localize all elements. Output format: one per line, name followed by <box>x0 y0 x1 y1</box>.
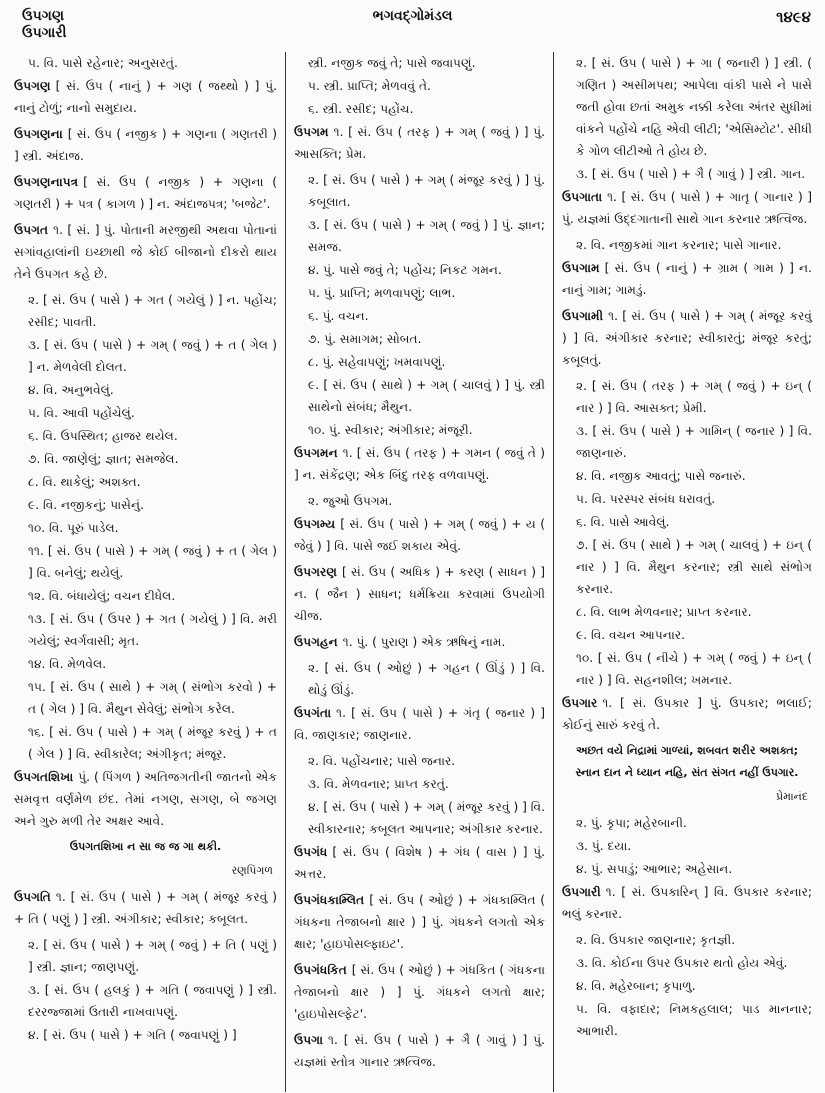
entry-text: ૮. પું. સહેવાપણું; ખમવાપણું. <box>308 355 446 369</box>
entry-text: ૪. [ સં. ઉપ ( પાસે ) + ગતિ ( જવાપણું ) ] <box>28 1028 237 1042</box>
dictionary-entry <box>14 75 277 119</box>
headword: ઉપગહન <box>294 635 338 649</box>
entry-sense <box>14 52 277 74</box>
dictionary-entry <box>294 1029 545 1073</box>
entry-text: ૫. વિ. વફાદાર; નિમકહલાલ; પાડ માનનાર; આભારી. <box>576 1002 812 1038</box>
entry-text: ૩. [ સં. ઉપ ( પાસે ) + ગમ્ ( જવું ) ] પું. જ્ઞાન; સમજ. <box>308 218 545 254</box>
entry-sense <box>294 351 545 373</box>
entry-sense <box>294 305 545 327</box>
dictionary-entry <box>562 186 812 230</box>
entry-text: ઉપગતશિખા ન સા જ જ ગા થકી. <box>69 840 222 853</box>
entry-sense <box>562 420 812 464</box>
entry-sense <box>562 534 812 600</box>
entry-text: ૧. [ સં. ઉપ ( પાસે ) + ગાતૃ ( ગાનાર ) ] પું. યજ્ઞમાં ઉદ્દગાતાની સાથે ગાન કરનાર ઋત્વિજ. <box>562 190 812 226</box>
dictionary-entry <box>294 959 545 1025</box>
entry-text: ૫. પું. પ્રાપ્તિ; મળવાપણું; લાભ. <box>308 286 456 300</box>
entry-text: ૫. સ્ત્રી. પ્રાપ્તિ; મેળવવું તે. <box>308 79 431 93</box>
entry-text: ૭. વિ. જાણેલું; જ્ઞાત; સમજેલ. <box>28 452 179 466</box>
guide-word-last: ઉપગારી <box>22 25 67 41</box>
entry-sense <box>14 379 277 401</box>
entry-sense <box>14 676 277 720</box>
dictionary-entry <box>562 305 812 371</box>
entry-text: ૧૦. પું. સ્વીકાર; અંગીકાર; મંજૂરી. <box>308 423 473 437</box>
headword: ઉપગતિ <box>14 890 51 904</box>
headword: ઉપગરણ <box>294 565 337 579</box>
entry-sense <box>14 402 277 424</box>
entry-text: ૪. વિ. અનુભવેલું. <box>28 383 114 397</box>
entry-text: ૪. પું. સપાડું; આભાર; અહેસાન. <box>576 862 733 876</box>
entry-text: ૫. વિ. આવી પહોંચેલું. <box>28 406 135 420</box>
dictionary-entry <box>294 702 545 746</box>
entry-sense <box>562 375 812 419</box>
entry-sense <box>294 750 545 772</box>
entry-text: [ સં. ઉપ ( ઓછું ) + ગંધકામ્લિત ( ગંધકના તેજાબનો ક્ષાર ) ] પું. ગંધકને લગતો એક ક્ષાર; 'હાઇપોસલ્ફાઇટ'. <box>294 893 545 951</box>
entry-sense <box>294 75 545 97</box>
entry-text: ૧. [ સં. ઉપ ( પાસે ) + ગંતૃ ( જનાર ) ] વિ. જાણકાર; જાણનાર. <box>294 706 545 742</box>
dictionary-entry <box>562 881 812 925</box>
entry-text: ૫. વિ. પાસે રહેનાર; અનુસરતું. <box>28 56 178 70</box>
entry-sense <box>14 334 277 378</box>
entry-text: ૧૩. [ સં. ઉપ ( ઉપર ) + ગત ( ગયેલું ) ] વિ. મરી ગયેલું; સ્વર્ગવાસી; મૃત. <box>28 612 277 648</box>
headword: ઉપગમ <box>294 125 329 139</box>
dictionary-entry <box>14 886 277 930</box>
dictionary-entry <box>562 692 812 736</box>
headword: ઉપગણ <box>14 79 51 93</box>
entry-sense <box>294 374 545 418</box>
dictionary-entry <box>294 442 545 486</box>
entry-text: ૩. [ સં. ઉપ ( પાસે ) + ગામિન્ ( જનાર ) ] વિ. જાણનારું. <box>576 424 812 460</box>
quotation-source <box>562 786 808 808</box>
entry-text: ૧. [ સં. ઉપ ( પાસે ) + ગમ્ ( મંજૂર કરવું ) ] વિ. અંગીકાર કરનાર; સ્વીકારતું; મંજૂર કરતું; કબૂલતું. <box>562 309 812 367</box>
entry-sense <box>294 328 545 350</box>
headword: ઉપગંતા <box>294 706 332 720</box>
entry-sense <box>14 585 277 607</box>
entry-text: [ સં. ઉપ ( ઓછું ) + ગંધકિત ( ગંધકના તેજાબનો ક્ષાર ) ] પું. ગંધકને લગતો ક્ષાર; 'હાઇપોસલ્ફેટ'. <box>294 963 545 1021</box>
entry-sense <box>562 163 812 185</box>
entry-text: ૧૨. વિ. બંધાયેલું; વચન દીધેલ. <box>28 589 176 603</box>
entry-sense <box>562 812 812 834</box>
headword: ઉપગત <box>14 223 49 237</box>
entry-sense <box>562 465 812 487</box>
entry-text: ૩. [ સં. ઉપ ( પાસે ) + ગમ્ ( જવું ) + ત ( ગેલ ) ] ન. મેળવેલી દોલત. <box>28 338 277 374</box>
entry-sense <box>294 98 545 120</box>
entry-sense <box>14 517 277 539</box>
entry-sense <box>562 975 812 997</box>
entry-text: ૧૦. વિ. પૂરું પાડેલ. <box>28 521 119 535</box>
headword: ઉપગારી <box>562 885 601 899</box>
entry-text: સ્ત્રી. નજીક જવું તે; પાસે જવાપણું. <box>308 56 476 70</box>
entry-text: ૩. વિ. મેળવનાર; પ્રાપ્ત કરતું. <box>308 777 449 791</box>
quotation-source <box>14 860 273 882</box>
headword: ઉપગંધકિત <box>294 963 347 977</box>
entry-text: ૭. પું. સમાગમ; સોબત. <box>308 332 422 346</box>
entry-sense <box>562 929 812 951</box>
entry-text: [ સં. ઉપ ( નાનું ) + ગ્રામ ( ગામ ) ] ન. નાનું ગામ; ગામડું. <box>562 261 812 297</box>
headword: ઉપગમન <box>294 446 338 460</box>
headword: ઉપગામ <box>562 261 600 275</box>
entry-text: [ સં. ઉપ ( નાનું ) + ગણ ( જથ્થો ) ] પું. નાનું ટોળું; નાનો સમુદાય. <box>14 79 277 115</box>
headword: ઉપગણના <box>14 127 63 141</box>
entry-text: ૧. [ સં. ] પું. પોતાની મરજીથી અથવા પોતાનાં સગાંવહાલાંની ઇચ્છાથી જે કોઈ બીજાનો દીકરો થાય તેને ઉપગત કહે છે. <box>14 223 277 281</box>
headword: ઉપગાર <box>562 696 598 710</box>
entry-text: ૭. [ સં. ઉપ ( સાથે ) + ગમ્ ( ચાલવું ) + ઇન્ ( નાર ) ] વિ. મૈથુન કરનાર; સ્ત્રી સાથે સંભોગ કરનાર. <box>576 538 812 596</box>
entry-text: પ્રેમાનંદ <box>776 790 808 803</box>
entry-sense <box>14 721 277 765</box>
column-1 <box>6 52 286 1092</box>
entry-text: ૧૫. [ સં. ઉપ ( સાથે ) + ગમ્ ( સંભોગ કરવો ) + ત ( ગેલ ) ] વિ. મૈથુન સેવેલું; સંભોગ કરેલ. <box>28 680 277 716</box>
entry-text: ૮. વિ. લાભ મેળવનાર; પ્રાપ્ત કરનાર. <box>576 605 752 619</box>
dictionary-entry <box>14 171 277 215</box>
entry-sense <box>562 601 812 623</box>
entry-sense <box>294 52 545 74</box>
dictionary-entry <box>14 123 277 167</box>
entry-text: ૧૬. [ સં. ઉપ ( પાસે ) + ગમ્ ( મંજૂર કરવું ) + ત ( ગેલ ) ] વિ. સ્વીકારેલ; અંગીકૃત; મંજૂર. <box>28 725 277 761</box>
book-title: ભગવદ્ગોમંડલ <box>372 8 453 24</box>
entry-text: ૧. [ સં. ઉપ ( તરફ ) + ગમ્ ( જવું ) ] પું. આસક્તિ; પ્રેમ. <box>294 125 545 161</box>
dictionary-entry <box>14 219 277 285</box>
entry-text: ૩. વિ. કોઈના ઉપર ઉપકાર થતો હોય એવું. <box>576 956 788 970</box>
entry-sense <box>562 511 812 533</box>
dictionary-columns <box>6 52 820 1092</box>
dictionary-entry <box>14 766 277 832</box>
entry-sense <box>294 419 545 441</box>
entry-text: ૪. વિ. નજીક આવતું; પાસે જનારું. <box>576 469 746 483</box>
entry-sense <box>14 471 277 493</box>
entry-sense <box>562 647 812 691</box>
entry-text: ૨. [ સં. ઉપ ( તરફ ) + ગમ્ ( જવું ) + ઇન્ ( નાર ) ] વિ. આસક્ત; પ્રેમી. <box>576 379 812 415</box>
entry-text: ૯. વિ. વચન આપનાર. <box>576 628 686 642</box>
entry-text: ૧. [ સં. ઉપકાર ] પું. ઉપકાર; ભલાઈ; કોઈનું સારું કરવું તે. <box>562 696 812 732</box>
entry-text: ૬. સ્ત્રી. રસીદ; પહોંચ. <box>308 102 414 116</box>
entry-text: ૬. પું. વચન. <box>308 309 369 323</box>
quotation <box>562 740 812 784</box>
entry-sense <box>294 169 545 213</box>
entry-sense <box>562 835 812 857</box>
entry-sense <box>294 259 545 281</box>
entry-text: ૫. વિ. પરસ્પર સંબંધ ધરાવતું. <box>576 492 716 506</box>
entry-text: ૨. જુઓ ઉપગમ. <box>308 494 393 508</box>
headword: ઉપગમ્ય <box>294 517 336 531</box>
entry-sense <box>14 289 277 333</box>
entry-text: [ સં. ઉપ ( અધિક ) + કરણ ( સાધન ) ] ન. ( જૈન ) સાધન; ધર્મક્રિયા કરવામાં ઉપયોગી ચીજ. <box>294 565 545 623</box>
quotation <box>14 836 277 858</box>
dictionary-entry <box>294 561 545 627</box>
headword: ઉપગંધ <box>294 845 328 859</box>
entry-text: ૬. વિ. પાસે આવેલું. <box>576 515 670 529</box>
entry-sense <box>562 998 812 1042</box>
entry-text: ૪. [ સં. ઉપ ( પાસે ) + ગમ્ ( મંજૂર કરવું ) ] વિ. સ્વીકારનાર; કબૂલત આપનાર; અંગીકાર કરનાર. <box>308 800 545 836</box>
entry-sense <box>562 52 812 162</box>
entry-sense <box>562 624 812 646</box>
entry-text: ૨. વિ. પહોંચનાર; પાસે જનાર. <box>308 754 456 768</box>
entry-text: ૧. [ સં. ઉપ ( પાસે ) + ગમ્ ( મંજૂર કરવું ) + તિ ( પણું ) ] સ્ત્રી. અંગીકાર; સ્વીકાર; કબૂલત. <box>14 890 277 926</box>
headword: ઉપગાતા <box>562 190 603 204</box>
dictionary-entry <box>294 513 545 557</box>
entry-text: ૬. વિ. ઉપસ્થિત; હાજર થયેલ. <box>28 429 178 443</box>
entry-text: ૧૧. [ સં. ઉપ ( પાસે ) + ગમ્ ( જવું ) + ત ( ગેલ ) ] વિ. બનેલું; થયેલું. <box>28 544 277 580</box>
dictionary-entry <box>562 257 812 301</box>
entry-text: રણપિંગળ <box>231 864 273 877</box>
entry-sense <box>562 234 812 256</box>
entry-text: ૨. [ સં. ઉપ ( પાસે ) + ગમ્ ( જવું ) + તિ ( પણું ) ] સ્ત્રી. જ્ઞાન; જાણપણું. <box>28 938 277 974</box>
entry-text: ૧. [ સં. ઉપ ( પાસે ) + ગૈ ( ગાવું ) ] પું. યજ્ઞમાં સ્તોત્ર ગાનાર ઋત્વિજ. <box>294 1033 545 1069</box>
column-2 <box>286 52 554 1092</box>
page-number: ૧૪૯૪ <box>776 8 811 26</box>
entry-text: પું. ( પિંગળ ) અતિજગતીની જાતનો એક સમવૃત્ત વર્ણમેળ છંદ. તેમાં નગણ, સગણ, બે જગણ અને ગુરુ મળી તેર અક્ષર આવે. <box>14 770 277 828</box>
entry-text: ૧. પું. ( પુરાણ ) એક ઋષિનું નામ. <box>342 635 506 649</box>
entry-sense <box>562 858 812 880</box>
entry-sense <box>562 488 812 510</box>
entry-text: ૯. વિ. નજીકનું; પાસેનું. <box>28 498 144 512</box>
dictionary-entry <box>294 889 545 955</box>
entry-sense <box>14 608 277 652</box>
entry-sense <box>14 1024 277 1046</box>
entry-sense <box>14 425 277 447</box>
entry-sense <box>562 952 812 974</box>
entry-text: ૧. [ સં. ઉપકારિન્ ] વિ. ઉપકાર કરનાર; ભલું કરનાર. <box>562 885 812 921</box>
dictionary-entry <box>294 631 545 653</box>
entry-text: ૩. [ સં. ઉપ ( હલકું ) + ગતિ ( જવાપણું ) ] સ્ત્રી. દરરજ્જામાં ઉતારી નાખવાપણું. <box>28 983 277 1019</box>
headword: ઉપગતશિખા <box>14 770 74 784</box>
entry-sense <box>14 448 277 470</box>
entry-text: ૧૦. [ સં. ઉપ ( નીચે ) + ગમ્ ( જવું ) + ઇન્ ( નાર ) ] વિ. સહનશીલ; ખમનાર. <box>576 651 812 687</box>
entry-text: ૨. વિ. ઉપકાર જાણનાર; કૃતજ્ઞી. <box>576 933 736 947</box>
entry-text: ૧. [ સં. ઉપ ( તરફ ) + ગમન ( જવું તે ) ] ન. સંકેંદ્રણ; એક બિંદુ તરફ વળવાપણું. <box>294 446 545 482</box>
entry-text: [ સં. ઉપ ( નજીક ) + ગણના ( ગણતરી ) + પત્ર ( કાગળ ) ] ન. અંદાજપત્ર; 'બજેટ'. <box>14 175 277 211</box>
entry-sense <box>14 540 277 584</box>
page-header <box>0 6 825 50</box>
guide-word-first: ઉપગણ <box>22 8 65 24</box>
entry-sense <box>14 979 277 1023</box>
entry-text: [ સં. ઉપ ( પાસે ) + ગમ્ ( જવું ) + ય ( જેવું ) ] વિ. પાસે જઈ શકાય એવું. <box>294 517 545 553</box>
entry-text: ૨. પું. કૃપા; મહેરબાની. <box>576 816 687 830</box>
entry-text: ૨. [ સં. ઉપ ( ઓછું ) + ગહન ( ઊંડું ) ] વિ. થોડું ઊંડું. <box>308 661 545 697</box>
entry-text: ૨. વિ. નજીકમાં ગાન કરનાર; પાસે ગાનાર. <box>576 238 782 252</box>
entry-sense <box>294 490 545 512</box>
entry-text: ૮. વિ. થાકેલું; અશક્ત. <box>28 475 141 489</box>
entry-sense <box>294 657 545 701</box>
entry-text: ૩. [ સં. ઉપ ( પાસે ) + ગૈ ( ગાવું ) ] સ્ત્રી. ગાન. <box>576 167 806 181</box>
headword: ઉપગામી <box>562 309 604 323</box>
entry-sense <box>294 214 545 258</box>
entry-sense <box>294 796 545 840</box>
entry-sense <box>14 653 277 675</box>
entry-text: અછત વયે નિદ્રામાં ગાળ્યાં, શબવત શરીર અશક્ત; સ્નાન દાન ને ધ્યાન નહિ, સંત સંગત નહીં ઉપગાર. <box>575 744 799 779</box>
headword: ઉપગંધકામ્લિત <box>294 893 365 907</box>
entry-sense <box>14 934 277 978</box>
entry-text: [ સં. ઉપ ( નજીક ) + ગણના ( ગણતરી ) ] સ્ત્રી. અંદાજ. <box>14 127 277 163</box>
entry-sense <box>14 494 277 516</box>
entry-text: ૯. [ સં. ઉપ ( સાથે ) + ગમ્ ( ચાલવું ) ] પું. સ્ત્રી સાથેનો સંબંધ; મૈથુન. <box>308 378 545 414</box>
entry-text: ૨. [ સં. ઉપ ( પાસે ) + ગમ્ ( મંજૂર કરવું ) ] પું. કબૂલાત. <box>308 173 545 209</box>
entry-text: ૪. પું. પાસે જવું તે; પહોંચ; નિકટ ગમન. <box>308 263 502 277</box>
entry-text: [ સં. ઉપ ( વિશેષ ) + ગંધ ( વાસ ) ] પું. અત્તર. <box>294 845 545 881</box>
entry-text: ૨. [ સં. ઉપ ( પાસે ) + ગત ( ગયેલું ) ] ન. પહોંચ; રસીદ; પાવતી. <box>28 293 277 329</box>
column-3 <box>554 52 820 1092</box>
headword: ઉપગણનાપત્ર <box>14 175 79 189</box>
entry-sense <box>294 773 545 795</box>
entry-text: ૪. વિ. મહેરબાન; કૃપાળુ. <box>576 979 696 993</box>
entry-text: ૩. પું. દયા. <box>576 839 632 853</box>
dictionary-entry <box>294 121 545 165</box>
headword: ઉપગા <box>294 1033 324 1047</box>
entry-text: ૨. [ સં. ઉપ ( પાસે ) + ગા ( જનારી ) ] સ્ત્રી. ( ગણિત ) અસીમપથ; આપેલા વાંકી પાસે ને પાસે જતી હોવા છતાં અમુક નક્કી કરેલા અંતર સુધીમાં વાંકને પહોંચે નહિ એવી લીટી; 'એસિમ્ટોટ'. સીધી કે ગોળ લીટીઓ તે હોય છે. <box>576 56 812 158</box>
dictionary-entry <box>294 841 545 885</box>
entry-text: ૧૪. વિ. મેળવેલ. <box>28 657 107 671</box>
entry-sense <box>294 282 545 304</box>
